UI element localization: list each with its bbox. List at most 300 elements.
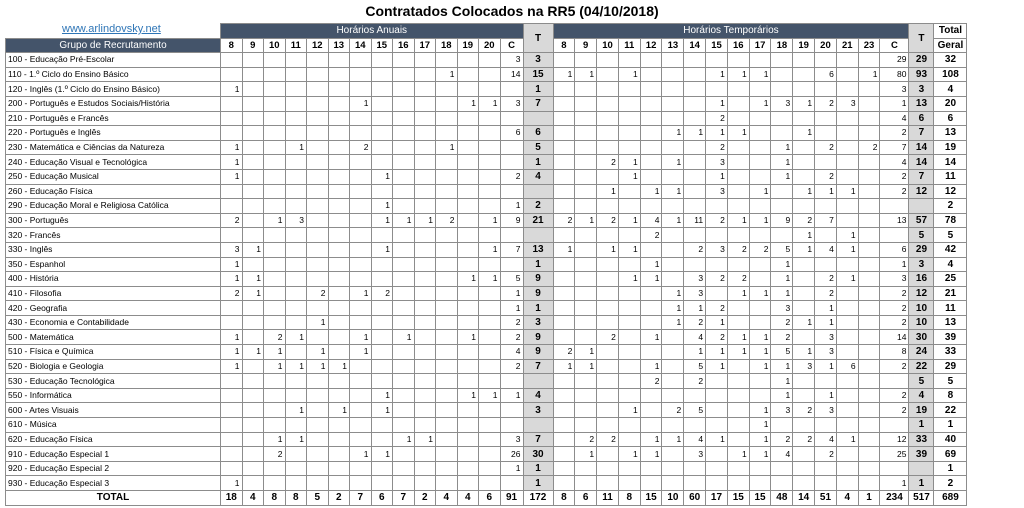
temporarios-value-cell	[858, 111, 880, 126]
temporarios-value-cell: 2	[706, 301, 728, 316]
anuais-value-cell	[414, 301, 436, 316]
temporarios-total-cell: 16	[909, 272, 934, 287]
temporarios-col-header: 18	[771, 38, 793, 53]
temporarios-value-cell: 7	[880, 140, 909, 155]
anuais-value-cell	[350, 242, 372, 257]
anuais-value-cell: 1	[500, 199, 523, 214]
grand-total-cell: 69	[934, 447, 967, 462]
temporarios-value-cell: 1	[662, 184, 684, 199]
temporarios-value-cell	[727, 388, 749, 403]
anuais-value-cell	[264, 82, 286, 97]
temporarios-value-cell: 4	[815, 432, 837, 447]
site-link[interactable]: www.arlindovsky.net	[62, 23, 161, 35]
temporarios-value-cell: 1	[684, 301, 706, 316]
temporarios-value-cell: 2	[684, 242, 706, 257]
anuais-value-cell: 1	[221, 82, 243, 97]
temporarios-value-cell	[575, 330, 597, 345]
anuais-value-cell	[242, 228, 264, 243]
anuais-value-cell	[285, 272, 307, 287]
anuais-value-cell	[393, 242, 415, 257]
temporarios-value-cell	[858, 184, 880, 199]
anuais-value-cell	[328, 447, 350, 462]
anuais-value-cell	[285, 374, 307, 389]
temporarios-value-cell	[706, 447, 728, 462]
temporarios-value-cell	[793, 301, 815, 316]
anuais-value-cell	[479, 476, 501, 491]
grand-total-cell: 32	[934, 53, 967, 68]
anuais-value-cell	[479, 432, 501, 447]
anuais-value-cell	[436, 315, 458, 330]
anuais-value-cell	[221, 111, 243, 126]
temporarios-value-cell	[684, 53, 706, 68]
temporarios-value-cell: 3	[706, 242, 728, 257]
anuais-value-cell	[328, 388, 350, 403]
anuais-value-cell	[393, 447, 415, 462]
temporarios-value-cell: 3	[771, 96, 793, 111]
temporarios-value-cell: 2	[684, 315, 706, 330]
temporarios-value-cell	[749, 169, 771, 184]
temporarios-value-cell	[618, 359, 640, 374]
temporarios-value-cell	[858, 388, 880, 403]
anuais-value-cell	[307, 432, 329, 447]
temporarios-col-header: 16	[727, 38, 749, 53]
temporarios-value-cell	[597, 461, 619, 476]
temporarios-value-cell	[597, 476, 619, 491]
temporarios-value-cell	[706, 53, 728, 68]
anuais-value-cell	[242, 476, 264, 491]
anuais-value-cell	[436, 388, 458, 403]
anuais-value-cell: 4	[500, 345, 523, 360]
anuais-col-header: 17	[414, 38, 436, 53]
anuais-value-cell	[371, 476, 393, 491]
anuais-value-cell: 1	[371, 403, 393, 418]
temporarios-value-cell	[858, 199, 880, 214]
temporarios-value-cell	[727, 53, 749, 68]
anuais-value-cell	[242, 330, 264, 345]
temporarios-value-cell	[575, 184, 597, 199]
anuais-value-cell: 1	[221, 345, 243, 360]
anuais-value-cell	[479, 447, 501, 462]
anuais-total-cell: 15	[523, 67, 553, 82]
temporarios-value-cell: 1	[858, 67, 880, 82]
temporarios-value-cell	[815, 461, 837, 476]
temporarios-value-cell	[793, 111, 815, 126]
temporarios-total-cell: 33	[909, 432, 934, 447]
temporarios-value-cell: 2	[880, 388, 909, 403]
temporarios-value-cell: 2	[815, 140, 837, 155]
total-label-cell: TOTAL	[6, 491, 221, 506]
anuais-value-cell	[457, 155, 479, 170]
temporarios-value-cell: 1	[815, 315, 837, 330]
table-row	[6, 111, 967, 126]
anuais-value-cell	[328, 184, 350, 199]
anuais-value-cell	[479, 403, 501, 418]
grand-total-cell: 13	[934, 126, 967, 141]
temporarios-value-cell: 3	[706, 184, 728, 199]
anuais-value-cell	[436, 432, 458, 447]
temporarios-value-cell: 1	[618, 242, 640, 257]
temporarios-value-cell	[684, 82, 706, 97]
temporarios-value-cell: 1	[836, 228, 858, 243]
anuais-value-cell	[307, 403, 329, 418]
anuais-value-cell	[328, 67, 350, 82]
anuais-total-cell: 6	[523, 126, 553, 141]
temporarios-value-cell: 2	[771, 315, 793, 330]
temporarios-total-cell: 30	[909, 330, 934, 345]
anuais-value-cell	[285, 345, 307, 360]
anuais-value-cell	[500, 257, 523, 272]
temporarios-value-cell	[858, 374, 880, 389]
anuais-value-cell	[307, 242, 329, 257]
anuais-value-cell	[285, 242, 307, 257]
anuais-value-cell: 1	[457, 330, 479, 345]
anuais-value-cell	[221, 67, 243, 82]
temporarios-value-cell: 7	[815, 213, 837, 228]
group-name-cell: 420 - Geografia	[6, 301, 221, 316]
temporarios-value-cell	[858, 345, 880, 360]
anuais-value-cell	[264, 242, 286, 257]
anuais-value-cell: 1	[500, 461, 523, 476]
anuais-value-cell	[242, 359, 264, 374]
temporarios-value-cell	[749, 272, 771, 287]
anuais-value-cell: 1	[350, 330, 372, 345]
temporarios-total-cell: 5	[909, 374, 934, 389]
temporarios-value-cell: 1	[662, 213, 684, 228]
temporarios-value-cell	[749, 476, 771, 491]
anuais-value-cell	[436, 330, 458, 345]
temporarios-value-cell: 1	[618, 403, 640, 418]
anuais-value-cell	[436, 447, 458, 462]
anuais-value-cell: 1	[264, 213, 286, 228]
temporarios-value-cell	[880, 374, 909, 389]
anuais-value-cell: 1	[221, 257, 243, 272]
temporarios-value-cell: 3	[684, 272, 706, 287]
temporarios-value-cell: 2	[793, 213, 815, 228]
temporarios-value-cell: 1	[749, 418, 771, 433]
anuais-value-cell	[414, 330, 436, 345]
anuais-value-cell	[414, 374, 436, 389]
anuais-value-cell	[328, 126, 350, 141]
temporarios-value-cell	[858, 330, 880, 345]
anuais-value-cell	[371, 257, 393, 272]
grand-total-cell: 108	[934, 67, 967, 82]
temporarios-value-cell	[706, 461, 728, 476]
anuais-value-cell	[436, 53, 458, 68]
temporarios-value-cell	[858, 301, 880, 316]
temporarios-value-cell	[684, 96, 706, 111]
temporarios-col-header: 21	[836, 38, 858, 53]
anuais-value-cell	[500, 228, 523, 243]
temporarios-value-cell	[553, 301, 575, 316]
temporarios-value-cell	[815, 53, 837, 68]
temporarios-total-cell: 10	[909, 301, 934, 316]
anuais-value-cell	[328, 140, 350, 155]
temporarios-value-cell	[749, 461, 771, 476]
temporarios-col-header: 11	[618, 38, 640, 53]
anuais-value-cell	[242, 213, 264, 228]
anuais-value-cell	[414, 345, 436, 360]
anuais-total-value: 5	[307, 491, 329, 506]
temporarios-value-cell: 5	[771, 345, 793, 360]
anuais-value-cell: 1	[371, 447, 393, 462]
temporarios-value-cell: 1	[749, 286, 771, 301]
anuais-value-cell	[242, 67, 264, 82]
anuais-value-cell	[221, 96, 243, 111]
temporarios-value-cell	[618, 476, 640, 491]
temporarios-total-cell: 29	[909, 242, 934, 257]
anuais-value-cell	[328, 418, 350, 433]
anuais-total-cell: 1	[523, 155, 553, 170]
anuais-value-cell	[457, 228, 479, 243]
anuais-value-cell	[307, 213, 329, 228]
temporarios-value-cell: 3	[771, 403, 793, 418]
anuais-value-cell	[393, 53, 415, 68]
temporarios-value-cell	[858, 403, 880, 418]
anuais-value-cell: 1	[371, 242, 393, 257]
temporarios-value-cell	[597, 345, 619, 360]
anuais-value-cell	[350, 67, 372, 82]
temporarios-value-cell	[880, 418, 909, 433]
anuais-value-cell	[264, 476, 286, 491]
temporarios-value-cell	[553, 228, 575, 243]
anuais-value-cell: 1	[500, 301, 523, 316]
temporarios-value-cell	[553, 199, 575, 214]
temporarios-total-value: 10	[662, 491, 684, 506]
anuais-value-cell: 6	[500, 126, 523, 141]
anuais-value-cell	[457, 403, 479, 418]
temporarios-value-cell	[793, 447, 815, 462]
temporarios-value-cell	[640, 461, 662, 476]
temporarios-value-cell: 1	[575, 213, 597, 228]
temporarios-value-cell	[858, 447, 880, 462]
temporarios-value-cell	[618, 345, 640, 360]
temporarios-value-cell: 2	[553, 213, 575, 228]
temporarios-value-cell	[662, 447, 684, 462]
temporarios-value-cell	[575, 315, 597, 330]
temporarios-value-cell	[640, 476, 662, 491]
anuais-value-cell	[500, 111, 523, 126]
anuais-col-header: C	[500, 38, 523, 53]
anuais-value-cell	[285, 257, 307, 272]
anuais-value-cell	[436, 257, 458, 272]
temporarios-value-cell	[618, 199, 640, 214]
temporarios-value-cell: 2	[815, 272, 837, 287]
anuais-value-cell	[479, 301, 501, 316]
anuais-value-cell	[242, 155, 264, 170]
anuais-value-cell	[242, 184, 264, 199]
table-row	[6, 213, 967, 228]
anuais-total-cell: 5	[523, 140, 553, 155]
temporarios-value-cell: 5	[771, 242, 793, 257]
anuais-value-cell	[393, 388, 415, 403]
anuais-value-cell	[242, 111, 264, 126]
anuais-value-cell: 1	[414, 432, 436, 447]
temporarios-total-cell: 12	[909, 286, 934, 301]
anuais-value-cell	[242, 403, 264, 418]
temporarios-value-cell	[553, 111, 575, 126]
temporarios-value-cell	[727, 169, 749, 184]
anuais-value-cell	[371, 96, 393, 111]
anuais-value-cell	[307, 388, 329, 403]
temporarios-value-cell	[553, 330, 575, 345]
total-row	[6, 491, 967, 506]
temporarios-value-cell	[749, 257, 771, 272]
temporarios-value-cell	[836, 345, 858, 360]
total-header: Total	[934, 24, 967, 39]
temporarios-value-cell: 3	[815, 330, 837, 345]
temporarios-value-cell	[858, 53, 880, 68]
anuais-value-cell	[264, 111, 286, 126]
temporarios-total-cell: 4	[909, 388, 934, 403]
anuais-total-cell: 4	[523, 169, 553, 184]
group-name-cell: 100 - Educação Pré-Escolar	[6, 53, 221, 68]
anuais-value-cell	[307, 272, 329, 287]
temporarios-value-cell	[640, 301, 662, 316]
temporarios-value-cell: 1	[793, 315, 815, 330]
grand-total-cell: 14	[934, 155, 967, 170]
anuais-value-cell	[285, 199, 307, 214]
anuais-value-cell	[393, 82, 415, 97]
anuais-value-cell	[285, 447, 307, 462]
temporarios-value-cell: 1	[640, 447, 662, 462]
temporarios-value-cell: 1	[553, 242, 575, 257]
temporarios-value-cell: 2	[815, 447, 837, 462]
temporarios-value-cell: 2	[640, 228, 662, 243]
temporarios-value-cell	[553, 184, 575, 199]
temporarios-value-cell	[640, 169, 662, 184]
table-row	[6, 447, 967, 462]
temporarios-value-cell	[597, 286, 619, 301]
temporarios-value-cell: 1	[793, 228, 815, 243]
temporarios-value-cell	[662, 199, 684, 214]
temporarios-value-cell	[662, 228, 684, 243]
anuais-value-cell	[221, 301, 243, 316]
anuais-value-cell	[242, 301, 264, 316]
anuais-total-cell: 3	[523, 315, 553, 330]
anuais-value-cell	[414, 126, 436, 141]
header-row-1	[6, 24, 967, 39]
anuais-value-cell	[500, 403, 523, 418]
anuais-value-cell	[264, 461, 286, 476]
temporarios-value-cell: 2	[880, 403, 909, 418]
anuais-value-cell	[328, 155, 350, 170]
temporarios-value-cell	[618, 111, 640, 126]
temporarios-value-cell	[618, 126, 640, 141]
anuais-value-cell	[328, 111, 350, 126]
temporarios-value-cell	[597, 388, 619, 403]
temporarios-value-cell	[727, 111, 749, 126]
temporarios-value-cell	[575, 155, 597, 170]
temporarios-value-cell: 1	[706, 67, 728, 82]
temporarios-value-cell	[684, 228, 706, 243]
anuais-value-cell	[328, 199, 350, 214]
temporarios-value-cell	[640, 345, 662, 360]
anuais-value-cell: 1	[264, 359, 286, 374]
temporarios-total-value: 6	[575, 491, 597, 506]
anuais-value-cell	[436, 345, 458, 360]
temporarios-value-cell	[575, 461, 597, 476]
anuais-value-cell	[479, 155, 501, 170]
anuais-value-cell	[457, 345, 479, 360]
anuais-value-cell	[479, 418, 501, 433]
anuais-value-cell	[350, 53, 372, 68]
temporarios-value-cell	[836, 418, 858, 433]
anuais-value-cell	[221, 418, 243, 433]
grand-total-cell: 2	[934, 476, 967, 491]
anuais-value-cell: 1	[221, 476, 243, 491]
anuais-value-cell: 1	[393, 432, 415, 447]
temporarios-t-header: T	[909, 24, 934, 53]
temporarios-value-cell: 1	[749, 67, 771, 82]
temporarios-total-value: 60	[684, 491, 706, 506]
group-name-cell: 520 - Biologia e Geologia	[6, 359, 221, 374]
anuais-total-cell: 2	[523, 199, 553, 214]
temporarios-value-cell	[553, 403, 575, 418]
page-title: Contratados Colocados na RR5 (04/10/2018)	[365, 3, 659, 19]
anuais-value-cell	[457, 67, 479, 82]
temporarios-value-cell	[640, 126, 662, 141]
temporarios-total-value: 1	[858, 491, 880, 506]
temporarios-col-header: C	[880, 38, 909, 53]
temporarios-value-cell	[706, 418, 728, 433]
temporarios-value-cell: 1	[727, 345, 749, 360]
temporarios-value-cell	[553, 286, 575, 301]
temporarios-value-cell: 2	[597, 155, 619, 170]
temporarios-value-cell	[771, 418, 793, 433]
temporarios-value-cell	[553, 257, 575, 272]
anuais-value-cell: 1	[436, 67, 458, 82]
anuais-value-cell	[285, 111, 307, 126]
temporarios-value-cell: 2	[858, 140, 880, 155]
anuais-value-cell	[242, 53, 264, 68]
anuais-value-cell	[371, 67, 393, 82]
anuais-total-value: 4	[436, 491, 458, 506]
temporarios-value-cell: 2	[727, 272, 749, 287]
anuais-value-cell	[414, 403, 436, 418]
temporarios-value-cell	[771, 82, 793, 97]
temporarios-total-cell: 13	[909, 96, 934, 111]
temporarios-value-cell	[727, 403, 749, 418]
temporarios-value-cell	[575, 53, 597, 68]
temporarios-value-cell	[597, 257, 619, 272]
anuais-value-cell	[328, 286, 350, 301]
anuais-value-cell: 2	[500, 359, 523, 374]
temporarios-value-cell	[575, 111, 597, 126]
temporarios-value-cell	[553, 388, 575, 403]
header-row-2	[6, 38, 967, 53]
temporarios-value-cell	[553, 476, 575, 491]
temporarios-value-cell: 1	[771, 257, 793, 272]
temporarios-value-cell	[684, 169, 706, 184]
group-name-cell: 510 - Física e Química	[6, 345, 221, 360]
grand-total-cell: 21	[934, 286, 967, 301]
anuais-total-cell	[523, 228, 553, 243]
temporarios-value-cell: 29	[880, 53, 909, 68]
anuais-value-cell	[371, 345, 393, 360]
anuais-total-cell: 1	[523, 461, 553, 476]
anuais-value-cell	[436, 418, 458, 433]
anuais-value-cell	[414, 96, 436, 111]
anuais-value-cell	[221, 432, 243, 447]
anuais-value-cell	[328, 242, 350, 257]
temporarios-value-cell	[640, 111, 662, 126]
temporarios-value-cell: 1	[793, 126, 815, 141]
horarios-temporarios-header: Horários Temporários	[553, 24, 909, 39]
temporarios-value-cell	[836, 388, 858, 403]
anuais-value-cell	[393, 228, 415, 243]
anuais-value-cell	[500, 155, 523, 170]
anuais-value-cell	[307, 330, 329, 345]
